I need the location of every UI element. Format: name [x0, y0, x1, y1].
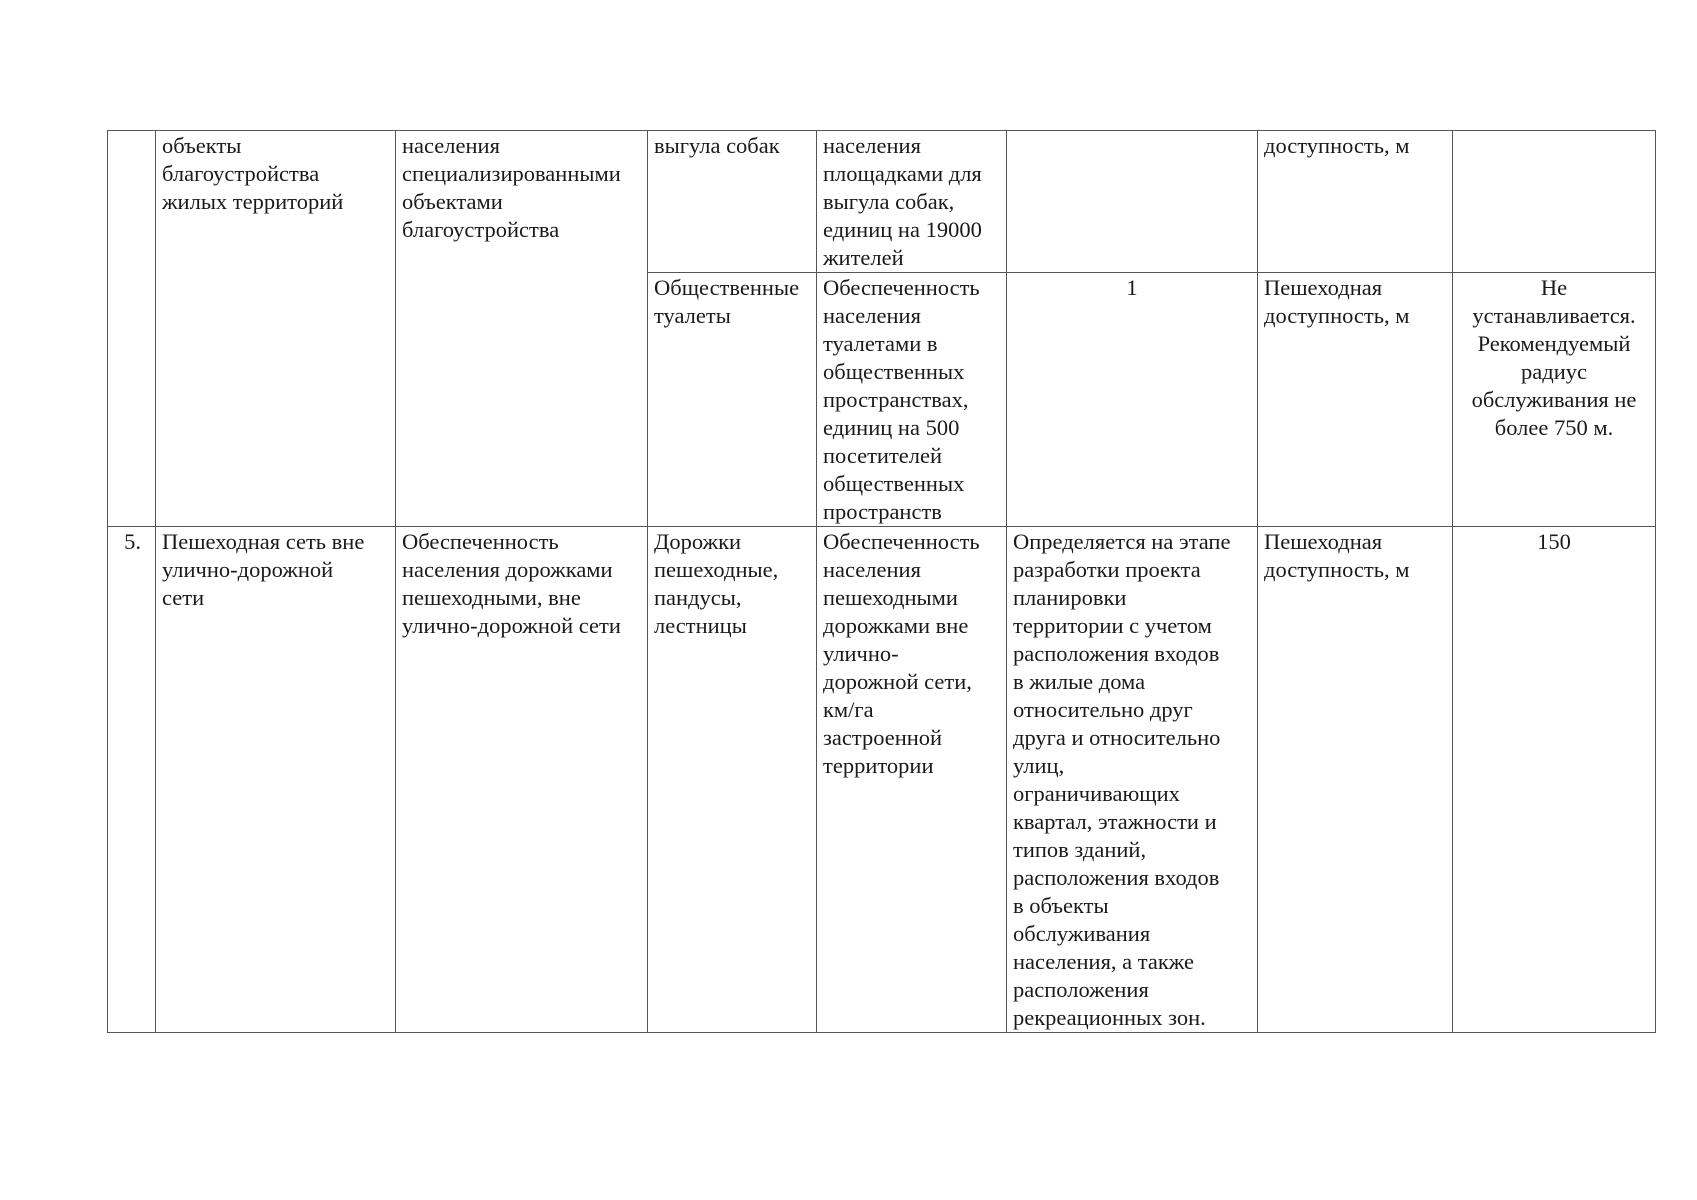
radius-cell: 150 — [1453, 527, 1656, 1033]
object-name-cell: Дорожки пешеходные, пандусы, лестницы — [648, 527, 817, 1033]
indicator-cell: населения специализированными объектами благоустройства — [396, 131, 648, 527]
standards-table — [107, 130, 1656, 1033]
accessibility-cell: Пешеходная доступность, м — [1258, 273, 1453, 527]
provision-cell: населения площадками для выгула собак, единиц на 19000 жителей — [817, 131, 1007, 273]
row-number-cell — [108, 131, 156, 527]
value-cell — [1007, 131, 1258, 273]
object-name-cell: Общественные туалеты — [648, 273, 817, 527]
radius-cell — [1453, 131, 1656, 273]
provision-cell: Обеспеченность населения туалетами в общественных пространствах, единиц на 500 посетителей общественных пространств — [817, 273, 1007, 527]
radius-cell: Не устанавливается. Рекомендуемый радиус обслуживания не более 750 м. — [1453, 273, 1656, 527]
object-type-cell: Пешеходная сеть вне улично-дорожной сети — [156, 527, 396, 1033]
table-row — [108, 131, 1656, 273]
table-row — [108, 527, 1656, 1033]
object-name-cell: выгула собак — [648, 131, 817, 273]
row-number-cell: 5. — [108, 527, 156, 1033]
value-cell: 1 — [1007, 273, 1258, 527]
value-cell: Определяется на этапе разработки проекта планировки территории с учетом расположения входов в жилые дома относительно друг друга и относительно улиц, ограничивающих квартал, этажности и типов зданий, расположения входов в объекты обслуживания населения, а также расположения рекреационных зон. — [1007, 527, 1258, 1033]
provision-cell: Обеспеченность населения пешеходными дорожками вне улично- дорожной сети, км/га застроенной территории — [817, 527, 1007, 1033]
object-type-cell: объекты благоустройства жилых территорий — [156, 131, 396, 527]
indicator-cell: Обеспеченность населения дорожками пешеходными, вне улично-дорожной сети — [396, 527, 648, 1033]
accessibility-cell: Пешеходная доступность, м — [1258, 527, 1453, 1033]
accessibility-cell: доступность, м — [1258, 131, 1453, 273]
